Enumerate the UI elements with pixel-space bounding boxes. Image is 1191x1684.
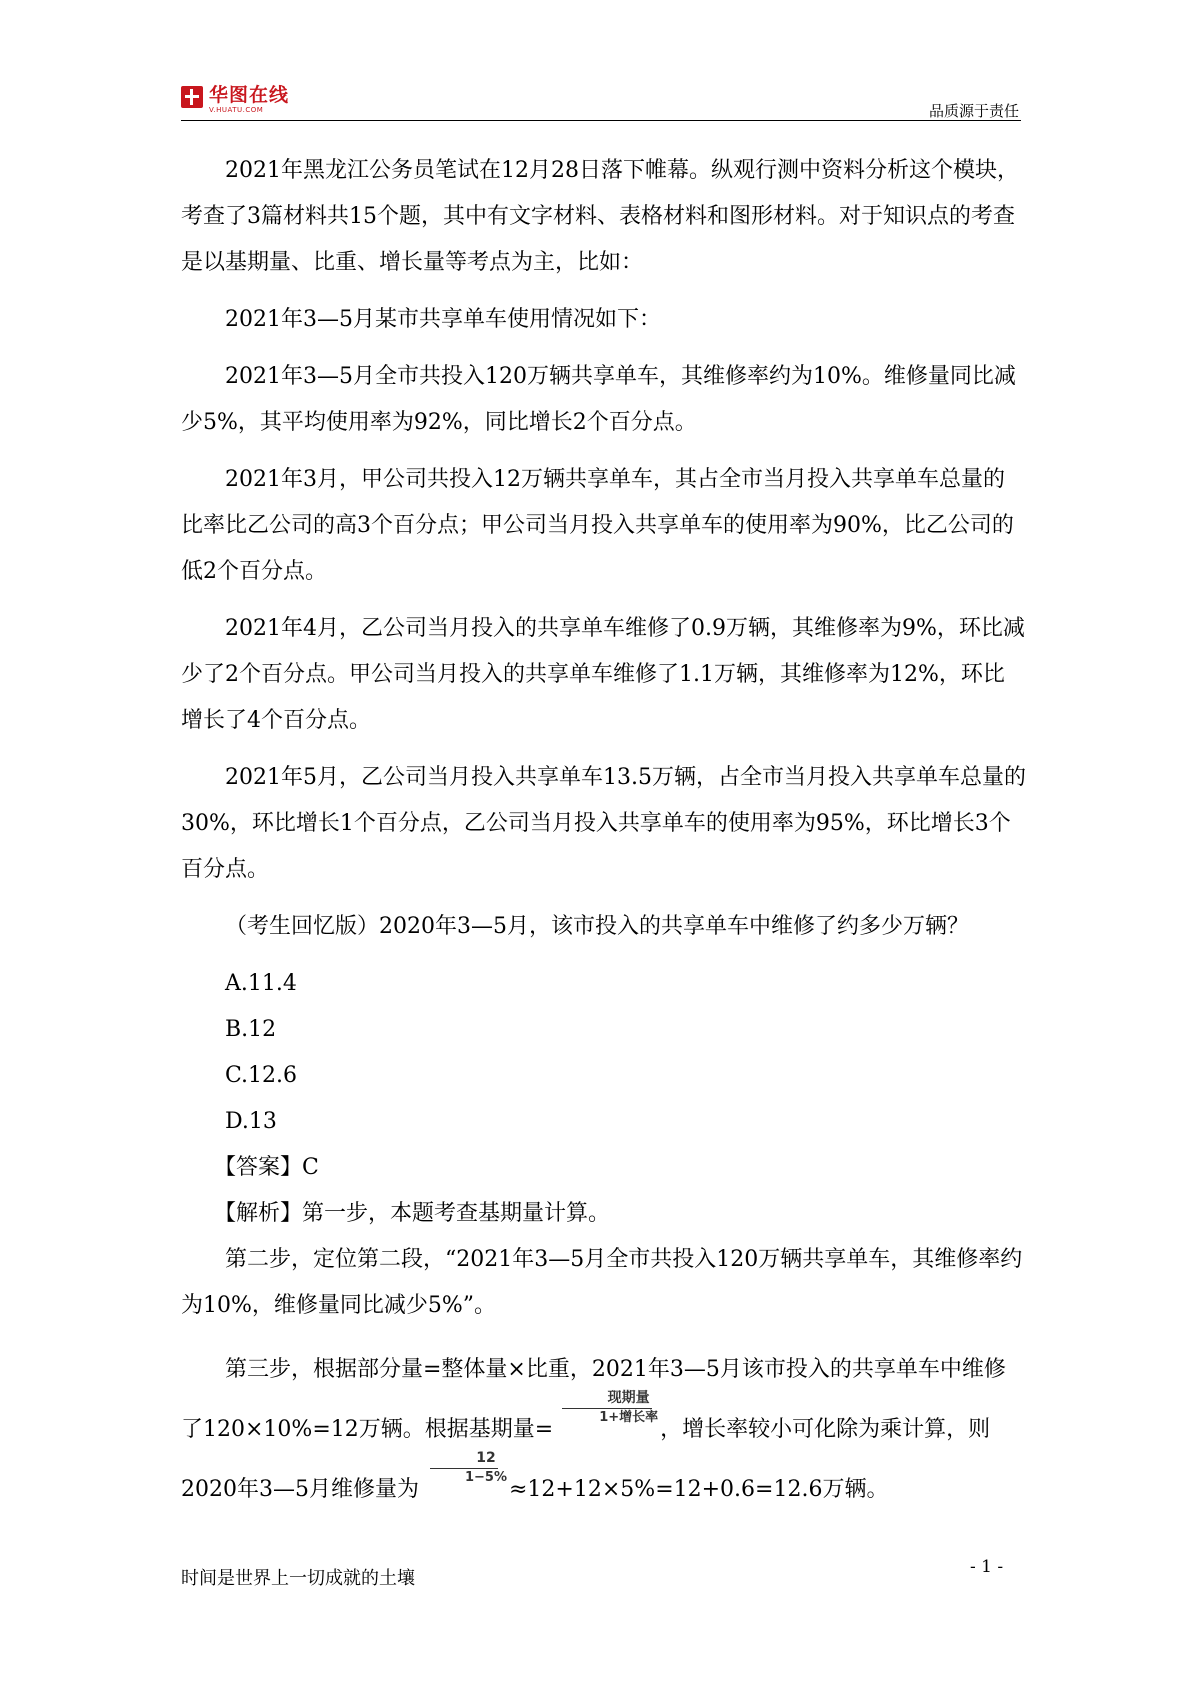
page-header: [181, 86, 1021, 122]
material-paragraph-2: 2021年3月，甲公司共投入12万辆共享单车，其占全市当月投入共享单车总量的比率比乙公司的高3个百分点；甲公司当月投入共享单车的使用率为90%，比乙公司的低2个百分点。: [181, 467, 1014, 584]
footer-motto: 时间是世界上一切成就的土壤: [181, 1568, 415, 1589]
analysis-step-1: 【解析】第一步，本题考查基期量计算。: [214, 1201, 611, 1226]
analysis-step-3: [181, 1340, 1026, 1520]
analysis-step-3-text-b: ，增长率较小可化除为乘计算，则2020年3—5月维修量为: [181, 1417, 991, 1502]
header-slogan: 品质源于责任: [928, 102, 1019, 120]
huatu-logo: [181, 86, 289, 114]
document-body: [181, 148, 1026, 1531]
material-heading: 2021年3—5月某市共享单车使用情况如下：: [225, 307, 661, 332]
intro-paragraph: 2021年黑龙江公务员笔试在12月28日落下帷幕。纵观行测中资料分析这个模块，考查了3篇材料共15个题，其中有文字材料、表格材料和图形材料。对于知识点的考查是以基期量、比重、增长量等考点为主，比如：: [181, 158, 1019, 275]
material-paragraph-1: 2021年3—5月全市共投入120万辆共享单车，其维修率约为10%。维修量同比减少5%，其平均使用率为92%，同比增长2个百分点。: [181, 364, 1016, 435]
calculation-fraction: [421, 1451, 507, 1486]
analysis-step-3-text-c: ≈12+12×5%=12+0.6=12.6万辆。: [509, 1477, 889, 1502]
logo-url: V.HUATU.COM: [209, 106, 264, 114]
base-period-formula: [555, 1391, 658, 1426]
option-a: A.11.4: [225, 971, 297, 996]
page-number: - 1 -: [970, 1557, 1004, 1577]
option-d: D.13: [225, 1109, 277, 1134]
material-paragraph-4: 2021年5月，乙公司当月投入共享单车13.5万辆，占全市当月投入共享单车总量的30%，环比增长1个百分点，乙公司当月投入共享单车的使用率为95%，环比增长3个百分点。: [181, 765, 1026, 882]
formula-denominator: 1+增长率: [599, 1410, 659, 1426]
question-stem: （考生回忆版）2020年3—5月，该市投入的共享单车中维修了约多少万辆？: [225, 914, 969, 939]
header-divider: [181, 120, 1021, 121]
option-c: C.12.6: [225, 1063, 298, 1088]
analysis-step-3-text-a: 第三步，根据部分量=整体量×比重，2021年3—5月该市投入的共享单车中维修了120×10%=12万辆。根据基期量=: [181, 1357, 1006, 1442]
formula-numerator: 现期量: [562, 1391, 652, 1409]
fraction-denominator: 1−5%: [464, 1470, 507, 1486]
fraction-numerator: 12: [430, 1451, 497, 1469]
option-b: B.12: [225, 1017, 277, 1042]
material-paragraph-3: 2021年4月，乙公司当月投入的共享单车维修了0.9万辆，其维修率为9%，环比减少了2个百分点。甲公司当月投入的共享单车维修了1.1万辆，其维修率为12%，环比增长了4个百分点。: [181, 616, 1025, 733]
huatu-logo-icon: [181, 86, 203, 108]
answer-line: 【答案】C: [214, 1155, 319, 1180]
logo-name: 华图在线: [209, 84, 290, 106]
analysis-step-2: 第二步，定位第二段，“2021年3—5月全市共投入120万辆共享单车，其维修率约为10%，维修量同比减少5%”。: [181, 1247, 1023, 1318]
